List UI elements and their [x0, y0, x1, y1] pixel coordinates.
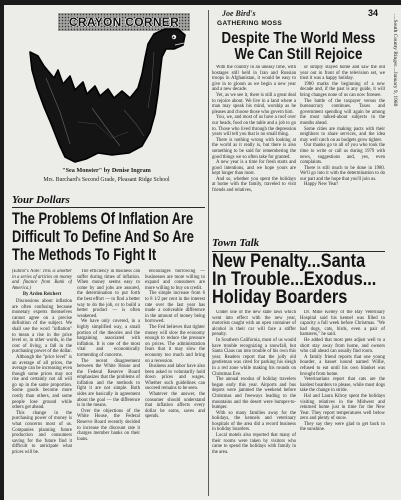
article-column-1: [12, 269, 72, 495]
headline-town-talk: [212, 253, 385, 309]
paragraph: A new year is a time for fresh starts and good intentions, and we hope yours are kept longer than most.: [212, 160, 296, 177]
paragraph: You, we, and most of us have a roof over our heads, food on the table and a job to go to. Those who lived through the depression years will tell you that is no small thing.: [212, 115, 296, 138]
column-body: [12, 299, 72, 456]
paragraph: Dr. Mike Kelley of the Bay Veterinary Hospital said his kennel was filled to capacity a full week before Christmas. "We had dogs, cats, birds, even a pair of hamsters," he said.: [300, 310, 385, 338]
drawing-caption-credit: Mrs. Burchard's Second Grade, Pleasant Ridge School: [43, 177, 170, 183]
headline-line: New Penalty...Santa: [212, 253, 366, 272]
sea-monster-drawing: [8, 12, 205, 170]
column-logo-title: GATHERING MOSS: [217, 20, 283, 27]
section-label-your-dollars: Your Dollars: [12, 194, 70, 206]
paragraph: Whatever the answer, the consumer should understand that inflation affects every dollar he earns, saves and spends.: [145, 392, 205, 420]
paragraph: The efficiency in business can suffer during times of inflation. When money seems easy to come by and jobs are assured, the determination to put forth the best effort — to find a better way to do the job, or to build a better product — is often weakened.: [77, 269, 140, 319]
paragraph: Yet, as we see it, there is still a great deal to rejoice about. We live in a land where a man may speak his mind, worship as he pleases and choose those who govern him.: [212, 92, 296, 115]
paragraph: Hal and Laura Kilroy spent the holidays visiting relatives in the Midwest and returned home just in time for the New Year. They report temperatures well below zero and plenty of snow.: [300, 393, 385, 422]
moss-column-1: [212, 65, 296, 233]
paragraph: In Southern California, most of us would have trouble recognizing a snowfall, but Santa Claus ran into trouble of his own this year. Readers report that the jolly old gentleman was cited for parking his sleigh in a red zone while making his rounds on Christmas Eve.: [212, 337, 296, 377]
headline-line: The Methods To Fight It: [12, 246, 157, 264]
headline-line: Holiday Boarders: [212, 287, 348, 308]
paragraph: Discussions about inflation are often confusing because monetary experts themselves cannot agree on a precise definition of the subject. We shall use the word "inflation" to mean a rise in the price level or, in other words, in the cost of living, a fall in the purchasing power of the dollar.: [12, 298, 72, 355]
paragraph: The battle of the taxpayer versus the bureaucracy continues. Taxes and government spending will again be among the most talked-about subjects in the months ahead.: [300, 98, 385, 126]
article-column-2: [77, 269, 140, 495]
drawing-caption-title: "Sea Monster" by Denise Ingram: [62, 167, 151, 174]
paragraph: encourages borrowing — businesses are more willing to expand and consumers are more willing to buy on credit.: [145, 269, 205, 291]
paragraph: 1980 marks the beginning of a new decade and, if the past is any guide, it will bring changes none of us can now foresee.: [300, 81, 385, 98]
byline: By Arden Reichert: [22, 292, 62, 298]
paragraph: Our thanks go to all of you who took the time to write or call us during 1979 with news, suggestions and, yes, even complaints.: [300, 143, 385, 166]
paragraph: The annual exodus of holiday travelers began early this year. Airports and bus depots were jammed the weekend before Christmas and freeways leading to the mountains and the desert were bumper-to-bumper.: [212, 377, 296, 411]
paragraph: We have only covered, in a highly simplified way, a small portion of the theories and the bargaining associated with inflation. It is one of the most vital and economically tormenting of concerns.: [77, 319, 140, 358]
town-column-2: [300, 310, 385, 495]
paragraph: This change in the purchasing power of money is what concerns most of us. Companies planning future production and consumers saving for the future find it difficult to anticipate what prices will be.: [12, 410, 72, 455]
paragraph: The Fed believes that tighter money will slow the economy enough to reduce the pressure on prices. The administration fears that it may slow the economy too much and bring on a recession.: [145, 324, 205, 364]
paragraph: Local motels also reported that many of their rooms were taken by visitors who came to spend the holidays with family in the area.: [212, 433, 296, 455]
paragraph: Over the objections of the White House, the Federal Reserve Board recently decided to increase the discount rate it charges member banks on their loans.: [77, 408, 140, 442]
paragraph: They say they were glad to get back to the sunshine.: [300, 421, 385, 433]
paragraph: Business and labor have also been asked to voluntarily hold down prices and wages. Whether such guidelines can succeed remains to be seen.: [145, 364, 205, 392]
paragraph: The simple increase from 6 to 8 1/2 per cent in the interest rate over the last year has made a noticeable difference in the amount of money being borrowed.: [145, 291, 205, 325]
paragraph: or simply stayed home and saw the old year out in front of the television set, we trust it was a happy holiday.: [300, 65, 385, 82]
paragraph: With the country in an uneasy time, with hostages still held in Iran and Russian troops in Afghanistan, it would be easy to give in to gloom as we begin a new year and a new decade.: [212, 65, 296, 93]
column-divider: [208, 10, 209, 496]
headline-inflation: [12, 210, 205, 266]
section-label-town-talk: Town Talk: [212, 237, 260, 249]
page-number: 34: [368, 8, 379, 18]
paragraph: With so many families away for the holidays, the kennels and veterinary hospitals of the area did a record business in holiday boarders.: [212, 410, 296, 433]
running-edge-text: ....South County Ringer....January 9, 1980: [392, 14, 398, 107]
moss-column-2: [300, 65, 385, 233]
monster-pupil: [173, 36, 175, 38]
paragraph: He added that most pets adjust well to a short stay away from home, and owners who call ahead can usually find room.: [300, 337, 385, 355]
paragraph: Veterinarians report that cats are the hardest boarders to please, while most dogs take the change in stride.: [300, 377, 385, 394]
paragraph: Some cities are making pacts with their neighbors to share services, and the idea may well catch on as budgets grow tighter.: [300, 126, 385, 143]
article-column-3: [145, 269, 205, 495]
scan-edge-left: [0, 0, 4, 500]
crayon-corner-banner: CRAYON CORNER: [58, 13, 190, 31]
paragraph: Although the "price level" is an average of all prices, the average can be increasing even though some prices may not rise and certainly not all will go up in the same proportion. Some goods become more costly than others, and some people lose ground while others get ahead.: [12, 354, 72, 411]
section-rule: [212, 251, 385, 252]
scan-edge-top: [0, 0, 401, 5]
town-column-1: [212, 310, 296, 495]
headline-line: We Can Still Rejoice: [234, 46, 363, 63]
paragraph: There is still much to be done in 1980. We'll go into it with the determination to do our part and the hope that you'll join us.: [300, 165, 385, 182]
paragraph: The recent disagreement between the White House and the Federal Reserve Board emphasizes that the problems of inflation and the methods to fight it are not simple. Both sides are basically in agreement about the goal — the difference is in the means.: [77, 358, 140, 409]
paragraph: There is nothing wrong with looking at the world as it really is, but there is also something to be said for remembering the good things we so often take for granted.: [212, 137, 296, 160]
paragraph: And so, whether you spent the holidays at home with the family, traveled to visit friends and relatives,: [212, 176, 296, 194]
paragraph: A family friend reports that one young boarder, a basset hound named Willie, refused to eat until his own blanket was brought from home.: [300, 354, 385, 377]
paragraph: Under one of the new state laws which went into effect with the new year, motorists caught with an open container of alcohol in their car will face a stiffer penalty.: [212, 310, 296, 338]
column-logo-author: Joe Bird's: [222, 9, 256, 18]
headline-line: The Problems Of Inflation Are: [12, 210, 194, 228]
headline-line: Despite The World Mess: [221, 31, 376, 47]
paragraph: Happy New Year!: [304, 182, 339, 188]
section-rule: [12, 207, 205, 208]
headline-line: Difficult To Define And So Are: [12, 228, 194, 246]
headline-world-mess: [212, 31, 385, 64]
editor-note: (Editor's Note: This is another in a series of articles on money and finance from Bank of America.): [12, 269, 72, 291]
headline-line: In Trouble...Exodus...: [212, 269, 377, 290]
